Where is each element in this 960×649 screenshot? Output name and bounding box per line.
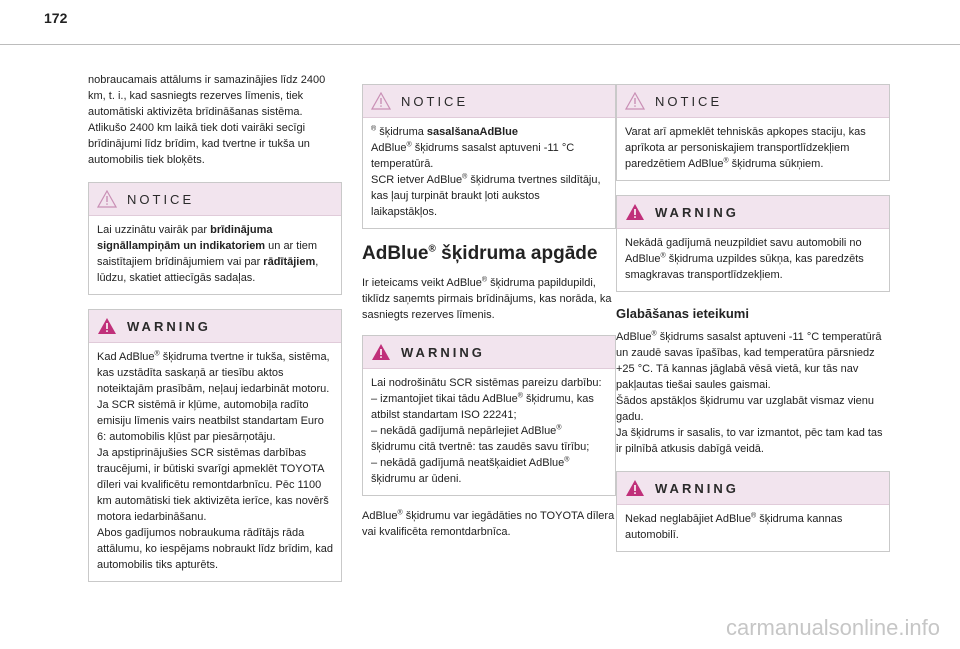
- registered-mark: ®: [397, 509, 403, 517]
- warning-text: šķidruma uzpildes sūkņa, kas paredzēts smagkravas transportlīdzekļiem.: [625, 253, 864, 281]
- notice-title: NOTICE: [127, 191, 195, 207]
- column-1: [88, 72, 342, 594]
- warning-list-item: – nekādā gadījumā nepārlejiet AdBlue: [371, 425, 557, 437]
- warning-title: WARNING: [401, 344, 485, 360]
- notice-body: [363, 118, 615, 228]
- storage-text: AdBlue: [616, 331, 652, 343]
- notice-text: SCR ietver AdBlue: [371, 174, 463, 186]
- intro-text: nobraucamais attālums ir samazinājies līdz 2400 km, t. i., kad sasniegts rezerves līmenis, tiek automātiski aktivizēta brīdināšanas sistēma. Atlikušo 2400 km laikā tiek doti vairāki secīgi brīdinājumi līdz brīdim, kad tvertne ir tukša un automobilis tiek bloķēts.: [88, 74, 326, 166]
- warning-text: Abos gadījumos nobraukuma rādītājs rāda attālumu, ko iespējams nobraukt līdz brīdim, kad automobilis tiks apturēts.: [97, 527, 334, 571]
- warning-header: [617, 196, 889, 229]
- warning-list-item: – nekādā gadījumā neatšķaidiet AdBlue: [371, 457, 565, 469]
- storage-text: šķidrums sasalst aptuveni -11 °C temperatūrā un zaudē savas īpašības, kad temperatūra pārsniedz +25 °C. Tā kannas jāglabā vēsā vietā, kur tās nav pakļautas tiešai saules gaismai.: [616, 331, 882, 391]
- notice-body: [617, 118, 889, 180]
- notice-triangle-icon: [371, 92, 391, 110]
- warning-box-empty-tank: [88, 309, 342, 582]
- notice-triangle-icon: [625, 92, 645, 110]
- warning-body: [617, 229, 889, 291]
- notice-text: šķidruma: [376, 126, 427, 138]
- notice-body: [89, 216, 341, 294]
- warning-text: šķidruma kannas automobilī.: [625, 513, 843, 541]
- registered-mark: ®: [723, 157, 729, 165]
- section-title: [362, 243, 616, 265]
- notice-text: AdBlue: [371, 142, 407, 154]
- warning-text: šķidruma tvertne ir tukša, sistēma, kas uzstādīta saskaņā ar tiesību aktos noteiktajām prasībām, neļauj iedarbināt motoru.: [97, 351, 330, 395]
- notice-triangle-icon: [97, 190, 117, 208]
- warning-triangle-icon: [625, 203, 645, 221]
- notice-box-indicators: [88, 182, 342, 295]
- notice-bold-gauges: rādītājiem: [263, 256, 316, 268]
- notice-title: NOTICE: [655, 93, 723, 109]
- warning-title: WARNING: [655, 204, 739, 220]
- registered-mark: ®: [660, 252, 666, 260]
- notice-text: Varat arī apmeklēt tehniskās apkopes staciju, kas aprīkota ar personiskajiem transportlīdzekļiem paredzētiem AdBlue: [625, 126, 866, 170]
- warning-triangle-icon: [371, 343, 391, 361]
- notice-text: Lai uzzinātu vairāk par: [97, 224, 211, 236]
- outro-paragraph: [362, 508, 616, 540]
- column-3: [616, 84, 890, 564]
- notice-text: šķidrums sasalst aptuveni -11 °C temperatūrā.: [371, 142, 575, 170]
- warning-text: Lai nodrošinātu SCR sistēmas pareizu darbību:: [371, 377, 602, 389]
- registered-mark: ®: [556, 424, 562, 432]
- warning-list-item: šķidrumu citā tvertnē: tas zaudēs savu tīrību;: [371, 441, 590, 453]
- registered-mark: ®: [462, 173, 468, 181]
- warning-header: [363, 336, 615, 369]
- registered-mark: ®: [481, 276, 488, 284]
- notice-box-freezing: [362, 84, 616, 229]
- notice-bold-heading: sasalšanaAdBlue: [426, 126, 519, 138]
- registered-mark: ®: [651, 330, 657, 338]
- header-divider: [0, 44, 960, 45]
- section-intro-text: Ir ieteicams veikt AdBlue: [362, 277, 482, 289]
- registered-mark: ®: [564, 456, 570, 464]
- warning-text: Ja SCR sistēmā ir kļūme, automobiļa radīto emisiju līmenis vairs neatbilst standartam Euro 6: automobilis kļūst par piesārņotāju.: [97, 399, 324, 443]
- warning-triangle-icon: [625, 479, 645, 497]
- warning-title: WARNING: [127, 318, 211, 334]
- warning-body: [89, 343, 341, 581]
- warning-box-cans: [616, 471, 890, 552]
- warning-list-item: šķidrumu, kas atbilst standartam ISO 22241;: [371, 393, 594, 421]
- notice-header: [617, 85, 889, 118]
- notice-text: šķidruma tvertnes sildītāju, kas ļauj turpināt braukt ļoti aukstos laikapstākļos.: [371, 174, 601, 218]
- registered-mark: ®: [371, 125, 377, 133]
- notice-bold-indicators: brīdinājuma signāllampiņām un indikatoriem: [97, 224, 273, 252]
- storage-title: Glabāšanas ieteikumi: [616, 306, 749, 321]
- notice-text: šķidruma sūkņiem.: [728, 158, 824, 170]
- notice-header: [89, 183, 341, 216]
- outro-text: šķidrumu var iegādāties no TOYOTA dīlera vai kvalificēta remontdarbnīca.: [362, 510, 615, 538]
- section-title-text: AdBlue: [362, 243, 429, 264]
- intro-paragraph: [88, 72, 342, 168]
- section-title-text: šķidruma apgāde: [435, 243, 598, 264]
- notice-box-pumps: [616, 84, 890, 181]
- registered-mark: ®: [154, 350, 160, 358]
- warning-text: Kad AdBlue: [97, 351, 155, 363]
- warning-title: WARNING: [655, 480, 739, 496]
- warning-box-truck-pump: [616, 195, 890, 292]
- registered-mark: ®: [750, 512, 757, 520]
- storage-text: Ja šķidrums ir sasalis, to var izmantot, pēc tam kad tas ir pilnībā atkusis dabīgā veidā.: [616, 427, 883, 455]
- registered-mark: ®: [428, 243, 436, 255]
- watermark: carmanualsonline.info: [725, 615, 940, 640]
- notice-text: , lūdzu, skatiet attiecīgās sadaļas.: [97, 256, 319, 284]
- warning-body: [363, 369, 615, 495]
- warning-text: Ja apstiprinājušies SCR sistēmas darbības traucējumi, ir būtiski svarīgi apmeklēt TOYOTA dīleri vai kvalificētu remontdarbnīcu. Pēc 1100 km automātiski tiek aktivizēta ierīce, kas novērš motora iedarbināšanu.: [97, 447, 329, 523]
- storage-paragraph: [616, 329, 890, 457]
- warning-header: [617, 472, 889, 505]
- page-number: 172: [44, 10, 68, 26]
- warning-box-scr: [362, 335, 616, 496]
- warning-header: [89, 310, 341, 343]
- notice-title: NOTICE: [401, 93, 469, 109]
- section-intro-text: šķidruma papildupildi, tiklīdz saņemts pirmais brīdinājums, kas norāda, ka sasniegts rezerves līmenis.: [362, 277, 612, 321]
- warning-list-item: šķidrumu ar ūdeni.: [371, 473, 462, 485]
- warning-triangle-icon: [97, 317, 117, 335]
- registered-mark: ®: [517, 392, 523, 400]
- notice-text: un ar tiem saistītajiem brīdinājumiem vai par: [97, 240, 318, 268]
- column-2: [362, 84, 616, 540]
- notice-header: [363, 85, 615, 118]
- registered-mark: ®: [406, 141, 412, 149]
- section-intro: [362, 275, 616, 323]
- outro-text: AdBlue: [362, 510, 398, 522]
- warning-text: Nekad neglabājiet AdBlue: [625, 513, 751, 525]
- warning-body: [617, 505, 889, 551]
- warning-text: Nekādā gadījumā neuzpildiet savu automobili no AdBlue: [625, 237, 862, 265]
- warning-list-item: – izmantojiet tikai tādu AdBlue: [371, 393, 518, 405]
- storage-text: Šādos apstākļos šķidrumu var uzglabāt vismaz vienu gadu.: [616, 395, 875, 423]
